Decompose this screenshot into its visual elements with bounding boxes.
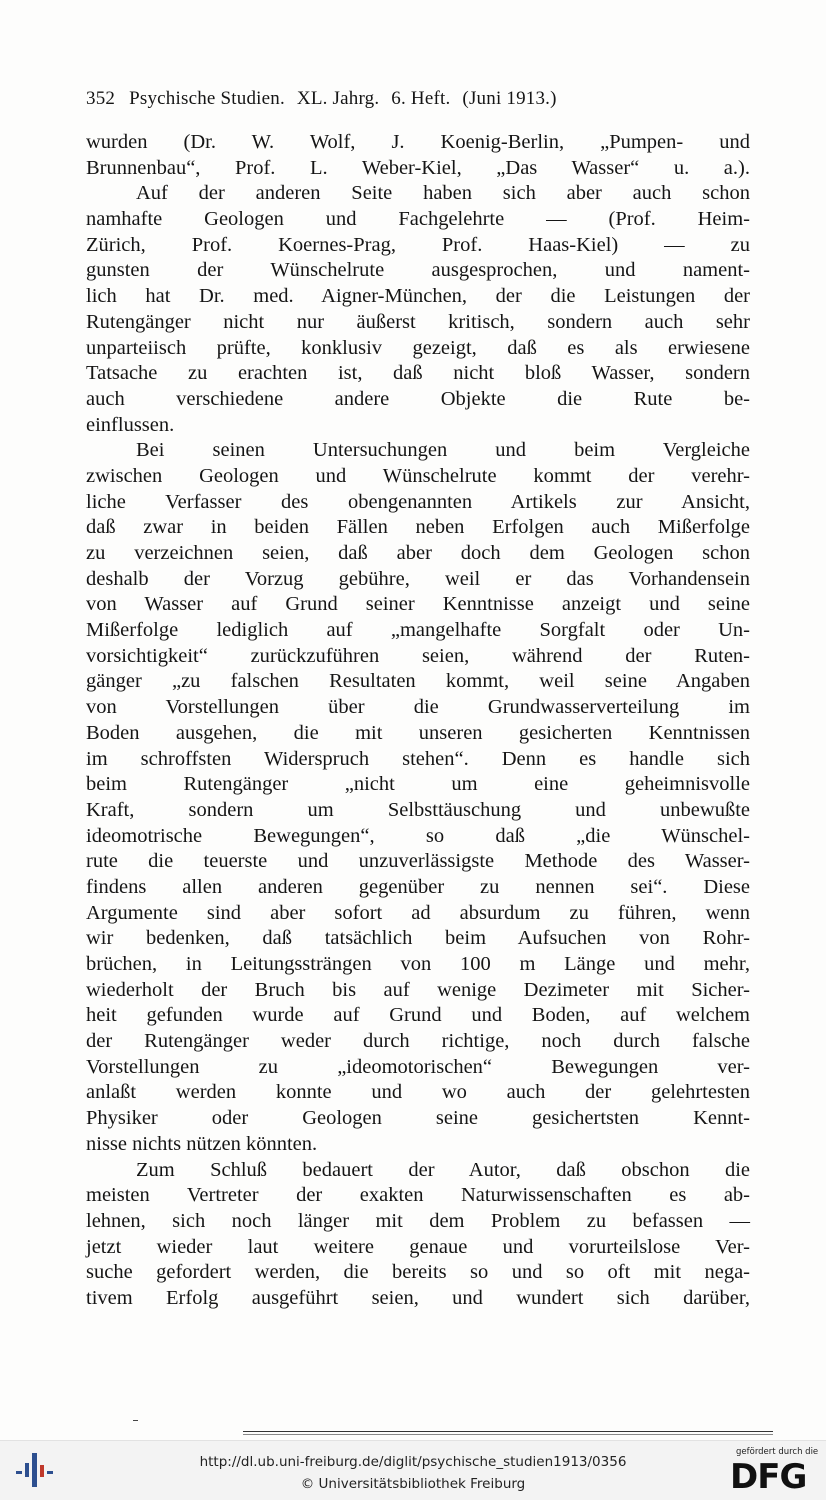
text-line: zu verzeichnen seien, daß aber doch dem Geologen schon (86, 542, 750, 564)
viewer-footer (0, 1440, 826, 1500)
text-line: wurden (Dr. W. Wolf, J. Koenig-Berlin, „Pumpen- und (86, 131, 750, 153)
page-bottom-rule-secondary (243, 1434, 773, 1435)
page-number: 352 (86, 88, 116, 109)
text-line: Boden ausgehen, die mit unseren gesicherten Kenntnissen (86, 721, 750, 744)
text-line: beim Rutengänger „nicht um eine geheimnisvolle (86, 773, 750, 796)
text-line: Rutengänger nicht nur äußerst kritisch, sondern auch sehr (86, 310, 750, 333)
text-line: Zürich, Prof. Koernes-Prag, Prof. Haas-Kiel) — zu (86, 233, 750, 256)
text-line: daß zwar in beiden Fällen neben Erfolgen auch Mißerfolge (86, 516, 750, 539)
text-line: unparteiisch prüfte, konklusiv gezeigt, daß es als erwiesene (86, 336, 750, 359)
text-line: namhafte Geologen und Fachgelehrte — (Prof. Heim- (86, 208, 750, 231)
text-line: Vorstellungen zu „ideomotorischen“ Bewegungen ver- (86, 1055, 750, 1078)
text-line: lich hat Dr. med. Aigner-München, der die Leistungen der (86, 285, 750, 308)
text-line: im schroffsten Widerspruch stehen“. Denn es handle sich (86, 747, 750, 770)
copyright-notice: © Universitätsbibliothek Freiburg (300, 1476, 526, 1492)
text-line: Bei seinen Untersuchungen und beim Vergleiche (136, 439, 750, 462)
text-line: der Rutengänger weder durch richtige, noch durch falsche (86, 1030, 750, 1053)
body-text (86, 130, 750, 1312)
text-line: brüchen, in Leitungssträngen von 100 m Länge und mehr, (86, 953, 750, 975)
journal-title: Psychische Studien. (129, 88, 285, 109)
text-line: nisse nichts nützen könnten. (86, 1132, 318, 1155)
text-line: einflussen. (86, 413, 175, 436)
text-line: Auf der anderen Seite haben sich aber auch schon (136, 182, 750, 205)
text-line: vorsichtigkeit“ zurückzuführen seien, während der Ruten- (86, 644, 750, 667)
permalink-url[interactable]: http://dl.ub.uni-freiburg.de/diglit/psychische_studien1913/0356 (199, 1454, 627, 1470)
issue-date: (Juni 1913.) (462, 88, 557, 109)
text-line: heit gefunden wurde auf Grund und Boden, auf welchem (86, 1004, 750, 1027)
text-line: von Wasser auf Grund seiner Kenntnisse anzeigt und seine (86, 593, 750, 616)
text-line: Tatsache zu erachten ist, daß nicht bloß Wasser, sondern (86, 362, 750, 385)
text-line: anlaßt werden konnte und wo auch der gelehrtesten (86, 1081, 750, 1104)
text-line: suche gefordert werden, die bereits so und so oft mit nega- (86, 1261, 750, 1284)
text-line: liche Verfasser des obengenannten Artikels zur Ansicht, (86, 490, 750, 513)
text-line: rute die teuerste und unzuverlässigste Methode des Wasser- (86, 850, 750, 873)
running-header (86, 88, 750, 110)
text-line: Argumente sind aber sofort ad absurdum zu führen, wenn (86, 901, 750, 924)
dfg-logo (726, 1445, 822, 1497)
text-line: wiederholt der Bruch bis auf wenige Dezimeter mit Sicher- (86, 978, 750, 1001)
text-line: tivem Erfolg ausgeführt seien, und wundert sich darüber, (86, 1286, 750, 1309)
text-line: findens allen anderen gegenüber zu nennen sei“. Diese (86, 875, 750, 898)
text-line: deshalb der Vorzug gebühre, weil er das Vorhandensein (86, 567, 750, 590)
page-bottom-rule (243, 1431, 773, 1432)
footnote-mark (133, 1420, 138, 1421)
dfg-logo-icon: DFG (730, 1457, 807, 1497)
text-line: ideomotrische Bewegungen“, so daß „die Wünschel- (86, 824, 750, 847)
text-line: meisten Vertreter der exakten Naturwissenschaften es ab- (86, 1184, 750, 1207)
volume-label: XL. Jahrg. (296, 88, 380, 109)
issue-label: 6. Heft. (391, 88, 451, 109)
text-line: Kraft, sondern um Selbsttäuschung und unbewußte (86, 798, 750, 821)
text-line: von Vorstellungen über die Grundwasserverteilung im (86, 696, 750, 719)
text-line: gänger „zu falschen Resultaten kommt, weil seine Angaben (86, 670, 750, 693)
text-line: auch verschiedene andere Objekte die Rute be- (86, 387, 750, 410)
sponsor-label: gefördert durch die (736, 1447, 819, 1457)
text-line: wir bedenken, daß tatsächlich beim Aufsuchen von Rohr- (86, 927, 750, 950)
text-line: gunsten der Wünschelrute ausgesprochen, und nament- (86, 259, 750, 282)
text-line: Zum Schluß bedauert der Autor, daß obschon die (136, 1158, 750, 1181)
text-line: Mißerfolge lediglich auf „mangelhafte Sorgfalt oder Un- (86, 619, 750, 642)
text-line: zwischen Geologen und Wünschelrute kommt der verehr- (86, 464, 750, 487)
text-line: jetzt wieder laut weitere genaue und vorurteilslose Ver- (86, 1235, 750, 1258)
text-line: Brunnenbau“, Prof. L. Weber-Kiel, „Das Wasser“ u. a.). (86, 156, 750, 179)
text-line: lehnen, sich noch länger mit dem Problem zu befassen — (86, 1209, 750, 1232)
text-line: Physiker oder Geologen seine gesichertsten Kennt- (86, 1107, 750, 1130)
